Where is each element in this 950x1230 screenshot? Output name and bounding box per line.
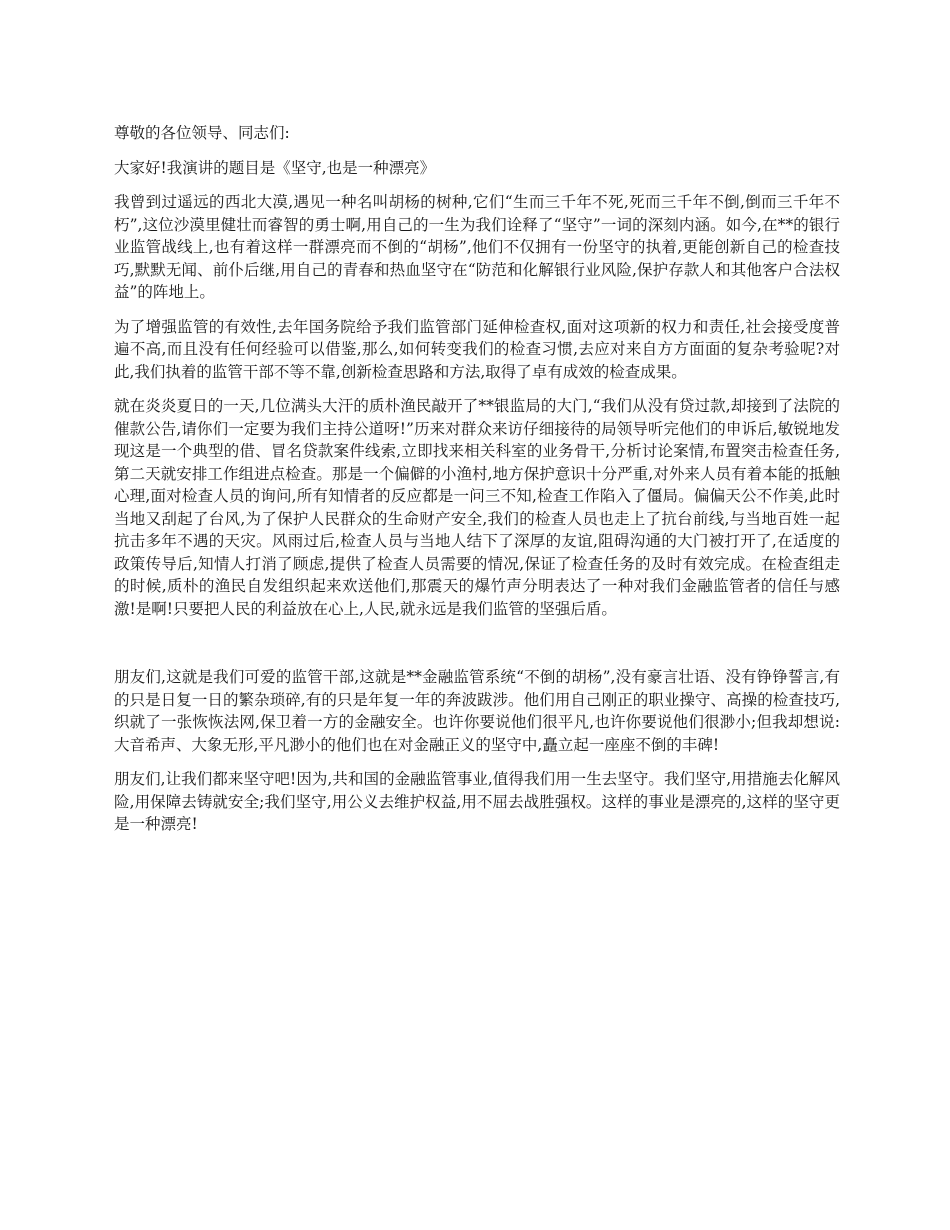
opening-line: 大家好!我演讲的题目是《坚守,也是一种漂亮》	[114, 158, 436, 177]
paragraph-spacer	[114, 632, 840, 666]
salutation: 尊敬的各位领导、同志们:	[114, 124, 290, 142]
paragraph-supervision: 为了增强监管的有效性,去年国务院给予我们监管部门延伸检查权,面对这项新的权力和责任,社会接受度普遍不高,而且没有任何经验可以借鉴,那么,如何转变我们的检查习惯,去应对来自方方面面的复杂考验呢?对此,我们执着的监管干部不等不靠,创新检查思路和方法,取得了卓有成效的检查成果。	[114, 317, 840, 381]
paragraph-hu-yang: 我曾到过遥远的西北大漠,遇见一种名叫胡杨的树种,它们“生而三千年不死,死而三千年不倒,倒而三千年不朽”,这位沙漠里健壮而睿智的勇士啊,用自己的一生为我们诠释了“坚守”一词的深刻内涵。如今,在**的银行业监管战线上,也有着这样一群漂亮而不倒的“胡杨”,他们不仅拥有一份坚守的执着,更能创新自己的检查技巧,默默无闻、前仆后继,用自己的青春和热血坚守在“防范和化解银行业风险,保护存款人和其他客户合法权益”的阵地上。	[114, 193, 840, 301]
speech-document	[114, 122, 840, 848]
paragraph-fishermen-story: 就在炎炎夏日的一天,几位满头大汗的质朴渔民敲开了**银监局的大门,“我们从没有贷过款,却接到了法院的催款公告,请你们一定要为我们主持公道呀!”历来对群众来访仔细接待的局领导听完他们的申诉后,敏锐地发现这是一个典型的借、冒名贷款案件线索,立即找来相关科室的业务骨干,分析讨论案情,布置突击检查任务,第二天就安排工作组进点检查。那是一个偏僻的小渔村,地方保护意识十分严重,对外来人员有着本能的抵触心理,面对检查人员的询问,所有知情者的反应都是一问三不知,检查工作陷入了僵局。偏偏天公不作美,此时当地又刮起了台风,为了保护人民群众的生命财产安全,我们的检查人员也走上了抗台前线,与当地百姓一起抗击多年不遇的天灾。风雨过后,检查人员与当地人结下了深厚的友谊,阻碍沟通的大门被打开了,在适度的政策传导后,知情人打消了顾虑,提供了检查人员需要的情况,保证了检查任务的及时有效完成。在检查组走的时候,质朴的渔民自发组织起来欢送他们,那震天的爆竹声分明表达了一种对我们金融监管者的信任与感激!是啊!只要把人民的利益放在心上,人民,就永远是我们监管的坚强后盾。	[114, 397, 840, 618]
paragraph-tribute: 朋友们,这就是我们可爱的监管干部,这就是**金融监管系统“不倒的胡杨”,没有豪言壮语、没有铮铮誓言,有的只是日复一日的繁杂琐碎,有的只是年复一年的奔波跋涉。他们用自己刚正的职业操守、高操的检查技巧,织就了一张恢恢法网,保卫着一方的金融安全。也许你要说他们很平凡,也许你要说他们很渺小;但我却想说:大音希声、大象无形,平凡渺小的他们也在对金融正义的坚守中,矗立起一座座不倒的丰碑!	[114, 668, 840, 754]
paragraph-conclusion: 朋友们,让我们都来坚守吧!因为,共和国的金融监管事业,值得我们用一生去坚守。我们坚守,用措施去化解风险,用保障去铸就安全;我们坚守,用公义去维护权益,用不屈去战胜强权。这样的事业是漂亮的,这样的坚守更是一种漂亮!	[114, 770, 840, 833]
